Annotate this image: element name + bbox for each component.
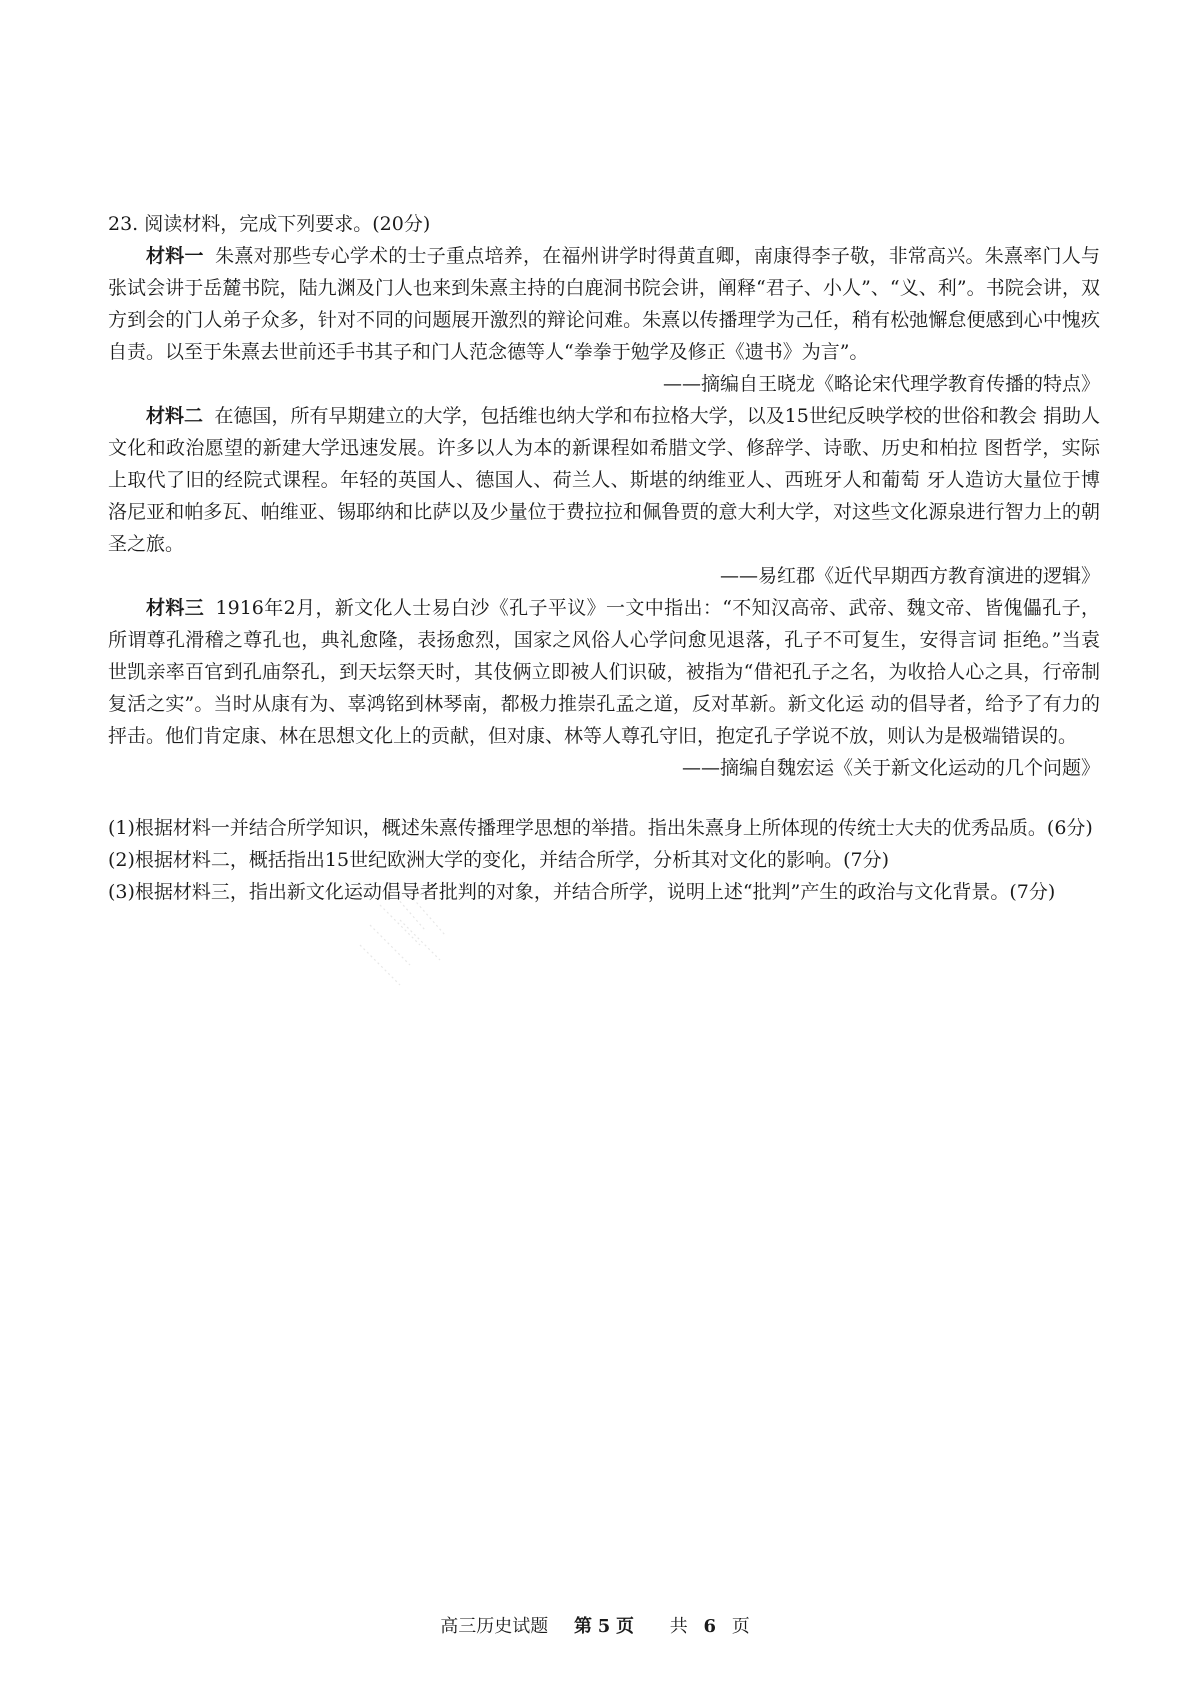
material-text: 1916年2月，新文化人士易白沙《孔子平议》一文中指出：“不知汉高帝、武帝、魏文帝、皆傀儡孔子，所谓尊孔滑稽之尊孔也，典礼愈隆，表扬愈烈，国家之风俗人心学问愈见退落，孔子不可复生，安得言词 拒绝。”当袁世凯亲率百官到孔庙祭孔，到天坛祭天时，其伎俩立即被人们识破，被指为“借祀孔子之名，为收拾人心之具，行帝制复活之实”。当时从康有为、辜鸿铭到林琴南，都极力推崇孔孟之道，反对革新。新文化运 动的倡导者，给予了有力的抨击。他们肯定康、林在思想文化上的贡献，但对康、林等人尊孔守旧，抱定孔子学说不放，则认为是极端错误的。 [108,597,1100,747]
material-label: 材料三 [146,597,205,619]
material-one [108,240,1100,368]
sub-question-3: (3)根据材料三，指出新文化运动倡导者批判的对象，并结合所学，说明上述“批判”产生的政治与文化背景。(7分) [108,881,1056,903]
material-source: ——摘编自魏宏运《关于新文化运动的几个问题》 [681,757,1100,779]
footer-page-suffix: 页 [616,1616,634,1637]
material-text: 在德国，所有早期建立的大学，包括维也纳大学和布拉格大学，以及15世纪反映学校的世俗和教会 捐助人文化和政治愿望的新建大学迅速发展。许多以人为本的新课程如希腊文学、修辞学、诗歌、历史和柏拉 图哲学，实际上取代了旧的经院式课程。年轻的英国人、德国人、荷兰人、斯堪的纳维亚人、西班牙人和葡萄 牙人造访大量位于博洛尼亚和帕多瓦、帕维亚、锡耶纳和比萨以及少量位于费拉拉和佩鲁贾的意大利大学，对这些文化源泉进行智力上的朝圣之旅。 [108,405,1100,555]
footer-subject: 高三历史试题 [440,1616,549,1637]
faint-watermark-mark [350,885,490,995]
sub-questions [108,812,1100,908]
material-source: ——易红郡《近代早期西方教育演进的逻辑》 [719,565,1100,587]
footer-total-pages [660,1616,760,1637]
material-label: 材料一 [146,245,204,267]
material-label: 材料二 [146,405,204,427]
material-text: 朱熹对那些专心学术的士子重点培养，在福州讲学时得黄直卿，南康得李子敬，非常高兴。朱熹率门人与张试会讲于岳麓书院，陆九渊及门人也来到朱熹主持的白鹿洞书院会讲，阐释“君子、小人”、“义、利”。书院会讲，双方到会的门人弟子众多，针对不同的问题展开激烈的辩论问难。朱熹以传播理学为己任，稍有松弛懈怠便感到心中愧疚自责。以至于朱熹去世前还手书其子和门人范念德等人“拳拳于勉学及修正《遗书》为言”。 [108,245,1100,363]
sub-question-1: (1)根据材料一并结合所学知识，概述朱熹传播理学思想的举措。指出朱熹身上所体现的传统士大夫的优秀品质。(6分) [108,817,1093,839]
footer-total-suffix: 页 [731,1616,750,1637]
question-title: 23. 阅读材料，完成下列要求。(20分) [108,213,431,235]
exam-page [108,208,1100,908]
footer-total-num: 6 [703,1616,716,1637]
material-two [108,400,1100,560]
sub-question-2: (2)根据材料二，概括指出15世纪欧洲大学的变化，并结合所学，分析其对文化的影响。(7分) [108,849,890,871]
footer-page-num: 5 [597,1616,611,1637]
material-source: ——摘编自王晓龙《略论宋代理学教育传播的特点》 [662,373,1100,395]
footer-page-number [574,1616,634,1637]
footer-page-prefix: 第 [574,1616,592,1637]
page-footer [0,1612,1200,1638]
material-three [108,592,1100,752]
footer-total-prefix: 共 [669,1616,688,1637]
